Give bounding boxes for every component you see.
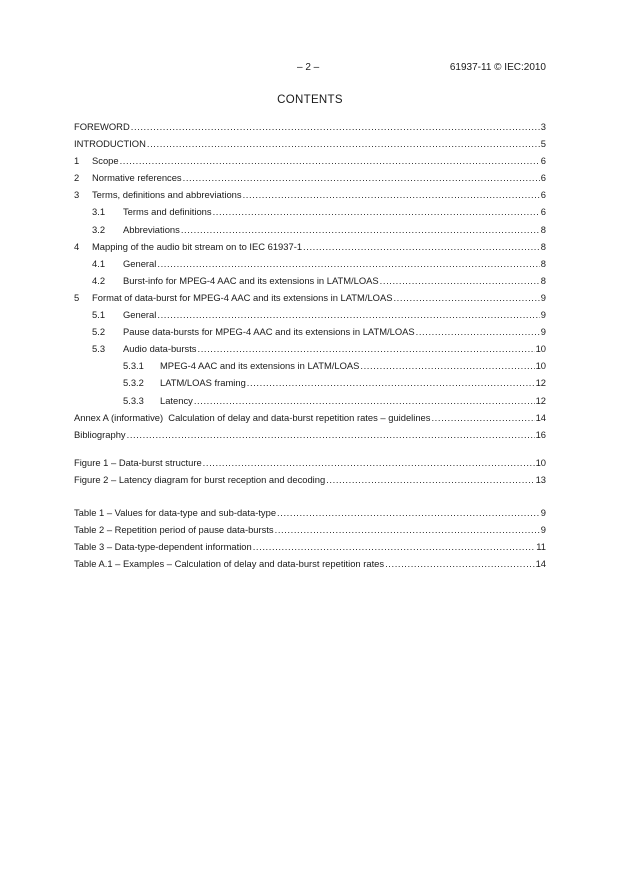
leader-dots [275, 521, 540, 538]
toc-entry-pause-data-bursts[interactable] [74, 323, 546, 340]
toc-entry-number: 3.1 [92, 206, 106, 218]
leader-dots [277, 504, 540, 521]
leader-dots [253, 538, 536, 555]
toc-entry-number: 5.3.2 [123, 377, 144, 389]
leader-dots [303, 238, 540, 255]
toc-entry-page: 3 [540, 121, 546, 132]
toc-entry-title: Latency [160, 394, 193, 406]
toc-entry-number: 4.1 [92, 257, 106, 269]
page-number: – 2 – [297, 62, 320, 73]
toc-entry-format-general[interactable] [74, 306, 546, 323]
toc-entry-title: Burst-info for MPEG-4 AAC and its extensions in LATM/LOAS [123, 274, 379, 286]
toc-entry-page: 8 [540, 240, 546, 252]
toc-entry-mapping-general[interactable] [74, 255, 546, 272]
toc-entry-number: 3 [74, 189, 80, 201]
toc-entry-number: 5.3 [92, 343, 106, 355]
toc-entry-title: Annex A (informative) Calculation of delay and data-burst repetition rates – guidelines [74, 411, 431, 423]
list-of-tables-entry[interactable] [74, 521, 546, 538]
leader-dots [131, 118, 540, 135]
toc-entry-page: 10 [535, 360, 546, 372]
toc-entry-page: 6 [540, 206, 546, 218]
leader-dots [203, 454, 535, 471]
toc-entry-number: 5.1 [92, 309, 106, 321]
leader-dots [213, 203, 540, 220]
toc-entry-title: Pause data-bursts for MPEG-4 AAC and its extensions in LATM/LOAS [123, 326, 415, 338]
toc-entry-page: 6 [540, 155, 546, 167]
table-page: 9 [540, 506, 546, 518]
table-caption: Table 3 – Data-type-dependent information [74, 541, 252, 553]
toc-entry-burst-info[interactable] [74, 272, 546, 289]
section-gap [74, 443, 546, 454]
toc-entry-normative-references[interactable] [74, 169, 546, 186]
toc-entry-page: 6 [540, 189, 546, 201]
toc-entry-title: General [123, 309, 157, 321]
toc-entry-audio-data-bursts[interactable] [74, 340, 546, 357]
toc-entry-page: 5 [540, 138, 546, 150]
toc-entry-number: 5 [74, 291, 80, 303]
toc-entry-number: 1 [74, 155, 80, 167]
leader-dots [385, 555, 534, 572]
leader-dots [197, 340, 534, 357]
toc-entry-number: 4 [74, 240, 80, 252]
toc-entry-scope[interactable] [74, 152, 546, 169]
toc-entry-title: Terms, definitions and abbreviations [92, 189, 242, 201]
toc-entry-number: 5.3.1 [123, 360, 144, 372]
toc-entry-introduction[interactable] [74, 135, 546, 152]
figure-page: 10 [535, 456, 546, 468]
toc-entry-page: 9 [540, 291, 546, 303]
toc-entry-number: 5.3.3 [123, 394, 144, 406]
toc-entry-page: 14 [535, 411, 546, 423]
toc-entry-page: 16 [535, 428, 546, 440]
toc-entry-page: 9 [540, 309, 546, 321]
leader-dots [157, 306, 539, 323]
table-caption: Table 1 – Values for data-type and sub-data-type [74, 506, 277, 518]
list-of-figures-entry[interactable] [74, 471, 546, 488]
toc-entry-mapping[interactable] [74, 238, 546, 255]
toc-entry-title: INTRODUCTION [74, 138, 146, 150]
toc-entry-page: 6 [540, 172, 546, 184]
toc-entry-abbreviations[interactable] [74, 221, 546, 238]
document-reference: 61937-11 © IEC:2010 [449, 62, 546, 73]
toc-entry-page: 9 [540, 326, 546, 338]
leader-dots [147, 135, 540, 152]
list-of-tables-entry[interactable] [74, 504, 546, 521]
leader-dots [393, 289, 539, 306]
toc-entry-title: Mapping of the audio bit stream on to IEC 61937-1 [92, 240, 303, 252]
figure-caption: Figure 1 – Data-burst structure [74, 456, 202, 468]
toc-entry-title: Normative references [92, 172, 182, 184]
leader-dots [243, 186, 540, 203]
leader-dots [326, 471, 534, 488]
toc-entry-title: LATM/LOAS framing [160, 377, 246, 389]
toc-entry-page: 10 [535, 343, 546, 355]
list-of-tables-entry[interactable] [74, 538, 546, 555]
table-page: 14 [535, 558, 546, 570]
leader-dots [157, 255, 539, 272]
toc-entry-terms[interactable] [74, 186, 546, 203]
toc-entry-title: Scope [92, 155, 119, 167]
toc-entry-annex-a[interactable] [74, 409, 546, 426]
toc-entry-latency[interactable] [74, 392, 546, 409]
toc-entry-title: Bibliography [74, 428, 126, 440]
toc-entry-format[interactable] [74, 289, 546, 306]
toc-entry-page: 8 [540, 223, 546, 235]
section-gap [74, 488, 546, 504]
toc-entry-number: 3.2 [92, 223, 106, 235]
toc-entry-page: 8 [540, 257, 546, 269]
toc-entry-mpeg4-aac[interactable] [74, 357, 546, 374]
toc-entry-title: FOREWORD [74, 121, 130, 132]
toc-entry-foreword[interactable] [74, 118, 546, 135]
list-of-tables-entry[interactable] [74, 555, 546, 572]
contents-heading: CONTENTS [277, 94, 343, 106]
toc-entry-page: 8 [540, 274, 546, 286]
toc-entry-number: 2 [74, 172, 80, 184]
leader-dots [431, 409, 534, 426]
leader-dots [416, 323, 540, 340]
toc-entry-title: General [123, 257, 157, 269]
leader-dots [120, 152, 540, 169]
figure-caption: Figure 2 – Latency diagram for burst reception and decoding [74, 473, 326, 485]
leader-dots [194, 392, 535, 409]
table-page: 9 [540, 524, 546, 536]
leader-dots [181, 221, 540, 238]
leader-dots [247, 374, 535, 391]
figure-page: 13 [535, 473, 546, 485]
table-of-contents [74, 118, 546, 572]
list-of-figures-entry[interactable] [74, 454, 546, 471]
toc-entry-terms-definitions[interactable] [74, 203, 546, 220]
leader-dots [380, 272, 540, 289]
leader-dots [127, 426, 535, 443]
toc-entry-title: Format of data-burst for MPEG-4 AAC and its extensions in LATM/LOAS [92, 291, 393, 303]
toc-entry-title: MPEG-4 AAC and its extensions in LATM/LOAS [160, 360, 360, 372]
toc-entry-title: Terms and definitions [123, 206, 212, 218]
toc-entry-number: 4.2 [92, 274, 106, 286]
leader-dots [360, 357, 534, 374]
toc-entry-title: Abbreviations [123, 223, 180, 235]
table-caption: Table A.1 – Examples – Calculation of delay and data-burst repetition rates [74, 558, 385, 570]
toc-entry-number: 5.2 [92, 326, 106, 338]
table-caption: Table 2 – Repetition period of pause data-bursts [74, 524, 274, 536]
leader-dots [183, 169, 540, 186]
table-page: 11 [536, 541, 546, 553]
toc-entry-bibliography[interactable] [74, 426, 546, 443]
toc-entry-latm-loas-framing[interactable] [74, 374, 546, 391]
toc-entry-title: Audio data-bursts [123, 343, 197, 355]
toc-entry-page: 12 [535, 377, 546, 389]
toc-entry-page: 12 [535, 394, 546, 406]
